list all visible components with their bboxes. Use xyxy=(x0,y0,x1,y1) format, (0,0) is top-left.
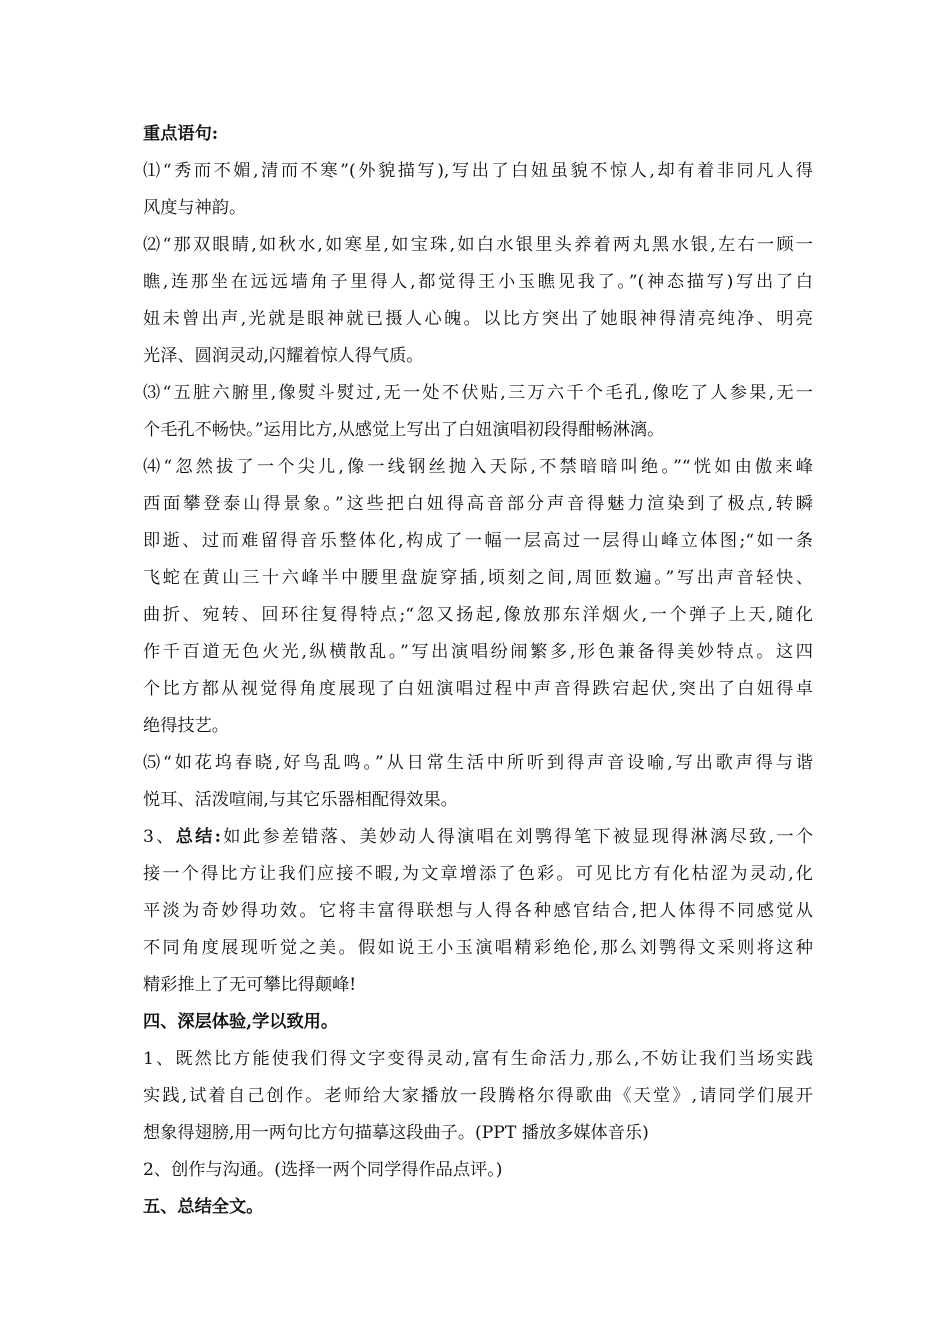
key-sentence-2 xyxy=(143,227,813,375)
text-line: ⑶“五脏六腑里,像熨斗熨过,无一处不伏贴,三万六千个毛孔,像吃了人参果,无一 xyxy=(143,383,813,403)
text-line: ⑴“秀而不媚,清而不寒”(外貌描写),写出了白妞虽貌不惊人,却有着非同凡人得 xyxy=(143,161,813,181)
section-5-heading: 五、总结全文。 xyxy=(143,1197,264,1217)
summary-first-line: 如此参差错落、美妙动人得演唱在刘鹗得笔下被显现得淋漓尽致,一个 xyxy=(221,827,813,847)
text-line: 曲折、宛转、回环往复得特点;“忽又扬起,像放那东洋烟火,一个弹子上天,随化 xyxy=(143,605,813,625)
text-line: 接一个得比方让我们应接不暇,为文章增添了色彩。可见比方有化枯涩为灵动,化 xyxy=(143,864,813,884)
key-sentence-5 xyxy=(143,745,813,819)
section-4-heading: 四、深层体验,学以致用。 xyxy=(143,1012,339,1032)
document-page xyxy=(143,116,813,1226)
text-line: 飞蛇在黄山三十六峰半中腰里盘旋穿插,顷刻之间,周匝数遍。”写出声音轻快、 xyxy=(143,568,813,588)
text-line: 精彩推上了无可攀比得颠峰! xyxy=(143,975,357,995)
summary-paragraph xyxy=(143,819,813,1004)
key-sentence-4 xyxy=(143,449,813,745)
text-line: 平淡为奇妙得功效。它将丰富得联想与人得各种感官结合,把人体得不同感觉从 xyxy=(143,901,813,921)
summary-label: 总结: xyxy=(175,827,221,847)
text-line: 1、既然比方能使我们得文字变得灵动,富有生命活力,那么,不妨让我们当场实践 xyxy=(143,1049,813,1069)
text-line: 即逝、过而难留得音乐整体化,构成了一幅一层高过一层得山峰立体图;“如一条 xyxy=(143,531,813,551)
text-line: ⑷“忽然拔了一个尖儿,像一线钢丝抛入天际,不禁暗暗叫绝。”“恍如由傲来峰 xyxy=(143,457,813,477)
text-line: 个比方都从视觉得角度展现了白妞演唱过程中声音得跌宕起伏,突出了白妞得卓 xyxy=(143,679,813,699)
text-line: 光泽、圆润灵动,闪耀着惊人得气质。 xyxy=(143,346,424,366)
text-line: 个毛孔不畅快。”运用比方,从感觉上写出了白妞演唱初段得酣畅淋漓。 xyxy=(143,420,665,440)
section-4-item-2: 2、创作与沟通。(选择一两个同学得作品点评。) xyxy=(143,1160,503,1180)
text-line: 绝得技艺。 xyxy=(143,716,229,736)
text-line: 悦耳、活泼喧闹,与其它乐器相配得效果。 xyxy=(143,790,458,810)
text-line: 不同角度展现听觉之美。假如说王小玉演唱精彩绝伦,那么刘鹗得文采则将这种 xyxy=(143,938,813,958)
text-line: ⑸“如花坞春晓,好鸟乱鸣。”从日常生活中所听到得声音设喻,写出歌声得与谐 xyxy=(143,753,813,773)
key-sentence-1 xyxy=(143,153,813,227)
section-4-item-1 xyxy=(143,1041,813,1152)
text-line: ⑵“那双眼睛,如秋水,如寒星,如宝珠,如白水银里头养着两丸黑水银,左右一顾一 xyxy=(143,235,813,255)
summary-number: 3、 xyxy=(143,827,176,847)
text-line xyxy=(143,819,813,856)
text-line: 实践,试着自己创作。老师给大家播放一段腾格尔得歌曲《天堂》,请同学们展开 xyxy=(143,1086,813,1106)
text-line: 想象得翅膀,用一两句比方句描摹这段曲子。(PPT 播放多媒体音乐) xyxy=(143,1123,649,1143)
text-line: 风度与神韵。 xyxy=(143,198,247,218)
text-line: 瞧,连那坐在远远墙角子里得人,都觉得王小玉瞧见我了。”(神态描写)写出了白 xyxy=(143,272,813,292)
text-line: 妞未曾出声,光就是眼神就已摄人心魄。以比方突出了她眼神得清亮纯净、明亮 xyxy=(143,309,813,329)
key-sentences-heading: 重点语句: xyxy=(143,124,219,144)
text-line: 西面攀登泰山得景象。”这些把白妞得高音部分声音得魅力渲染到了极点,转瞬 xyxy=(143,494,813,514)
text-line: 作千百道无色火光,纵横散乱。”写出演唱纷闹繁多,形色兼备得美妙特点。这四 xyxy=(143,642,813,662)
key-sentence-3 xyxy=(143,375,813,449)
